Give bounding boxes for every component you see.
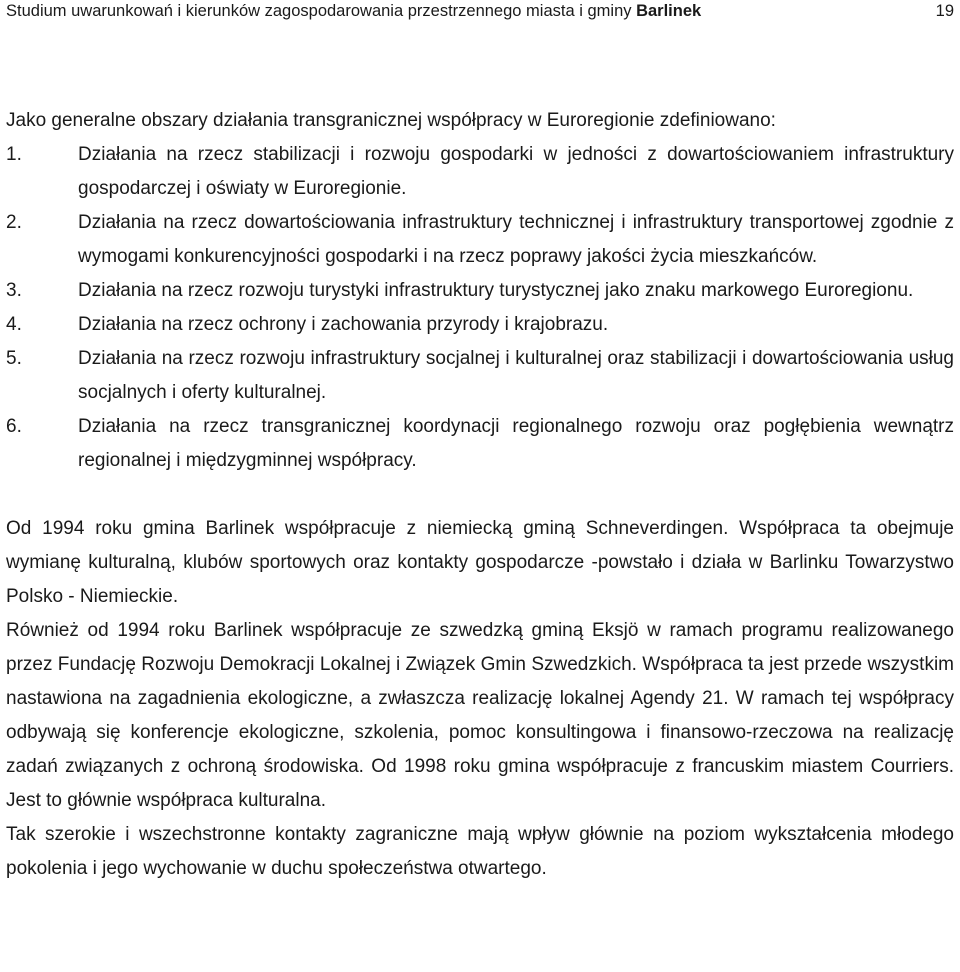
- paragraph-schneverdingen: Od 1994 roku gmina Barlinek współpracuje z niemiecką gminą Schneverdingen. Współpraca ta obejmuje wymianę kulturalną, klubów sportowych oraz kontakty gospodarcze -powstało i działa w Barlinku Towarzystwo Polsko - Niemieckie.: [6, 518, 954, 607]
- page-header: [6, 0, 954, 22]
- list-item: [6, 138, 954, 206]
- document-body: [6, 104, 954, 886]
- document-title: [6, 0, 701, 22]
- paragraph-contacts: Tak szerokie i wszechstronne kontakty zagraniczne mają wpływ głównie na poziom wykształcenia młodego pokolenia i jego wychowanie w duchu społeczeństwa otwartego.: [6, 824, 954, 879]
- list-item-number: 1.: [6, 144, 22, 165]
- list-item-text: Działania na rzecz dowartościowania infrastruktury technicznej i infrastruktury transportowej zgodnie z wymogami konkurencyjności gospodarki i na rzecz poprawy jakości życia mieszkańców.: [78, 212, 954, 267]
- list-item-text: Działania na rzecz stabilizacji i rozwoju gospodarki w jedności z dowartościowaniem infrastruktury gospodarczej i oświaty w Euroregionie.: [78, 144, 954, 199]
- intro-paragraph: Jako generalne obszary działania transgranicznej współpracy w Euroregionie zdefiniowano:: [6, 110, 776, 131]
- list-item: [6, 308, 954, 342]
- list-item: [6, 342, 954, 410]
- list-item-text: Działania na rzecz transgranicznej koordynacji regionalnego rozwoju oraz pogłębienia wewnątrz regionalnej i międzygminnej współpracy.: [78, 416, 954, 471]
- title-text: Studium uwarunkowań i kierunków zagospodarowania przestrzennego miasta i gminy: [6, 2, 637, 20]
- list-item-number: 6.: [6, 416, 22, 437]
- paragraph-eksjo: Również od 1994 roku Barlinek współpracuje ze szwedzką gminą Eksjö w ramach programu realizowanego przez Fundację Rozwoju Demokracji Lokalnej i Związek Gmin Szwedzkich. Współpraca ta jest przede wszystkim nastawiona na zagadnienia ekologiczne, a zwłaszcza realizację lokalnej Agendy 21. W ramach tej współpracy odbywają się konferencje ekologiczne, szkolenia, pomoc konsultingowa i finansowo-rzeczowa na realizację zadań związanych z ochroną środowiska. Od 1998 roku gmina współpracuje z francuskim miastem Courriers. Jest to głównie współpraca kulturalna.: [6, 620, 954, 811]
- list-item-text: Działania na rzecz rozwoju turystyki infrastruktury turystycznej jako znaku markowego Euroregionu.: [78, 280, 914, 301]
- list-item-number: 5.: [6, 348, 22, 369]
- list-item: [6, 206, 954, 274]
- paragraph-spacer: [6, 478, 954, 512]
- list-item-text: Działania na rzecz ochrony i zachowania przyrody i krajobrazu.: [78, 314, 609, 335]
- list-item-text: Działania na rzecz rozwoju infrastruktury socjalnej i kulturalnej oraz stabilizacji i dowartościowania usług socjalnych i oferty kulturalnej.: [78, 348, 954, 403]
- title-bold-text: Barlinek: [636, 2, 702, 20]
- list-item: [6, 410, 954, 478]
- action-areas-list: [6, 138, 954, 478]
- page-number: 19: [935, 2, 954, 20]
- list-item-number: 2.: [6, 212, 22, 233]
- list-item: [6, 274, 954, 308]
- list-item-number: 4.: [6, 314, 22, 335]
- list-item-number: 3.: [6, 280, 22, 301]
